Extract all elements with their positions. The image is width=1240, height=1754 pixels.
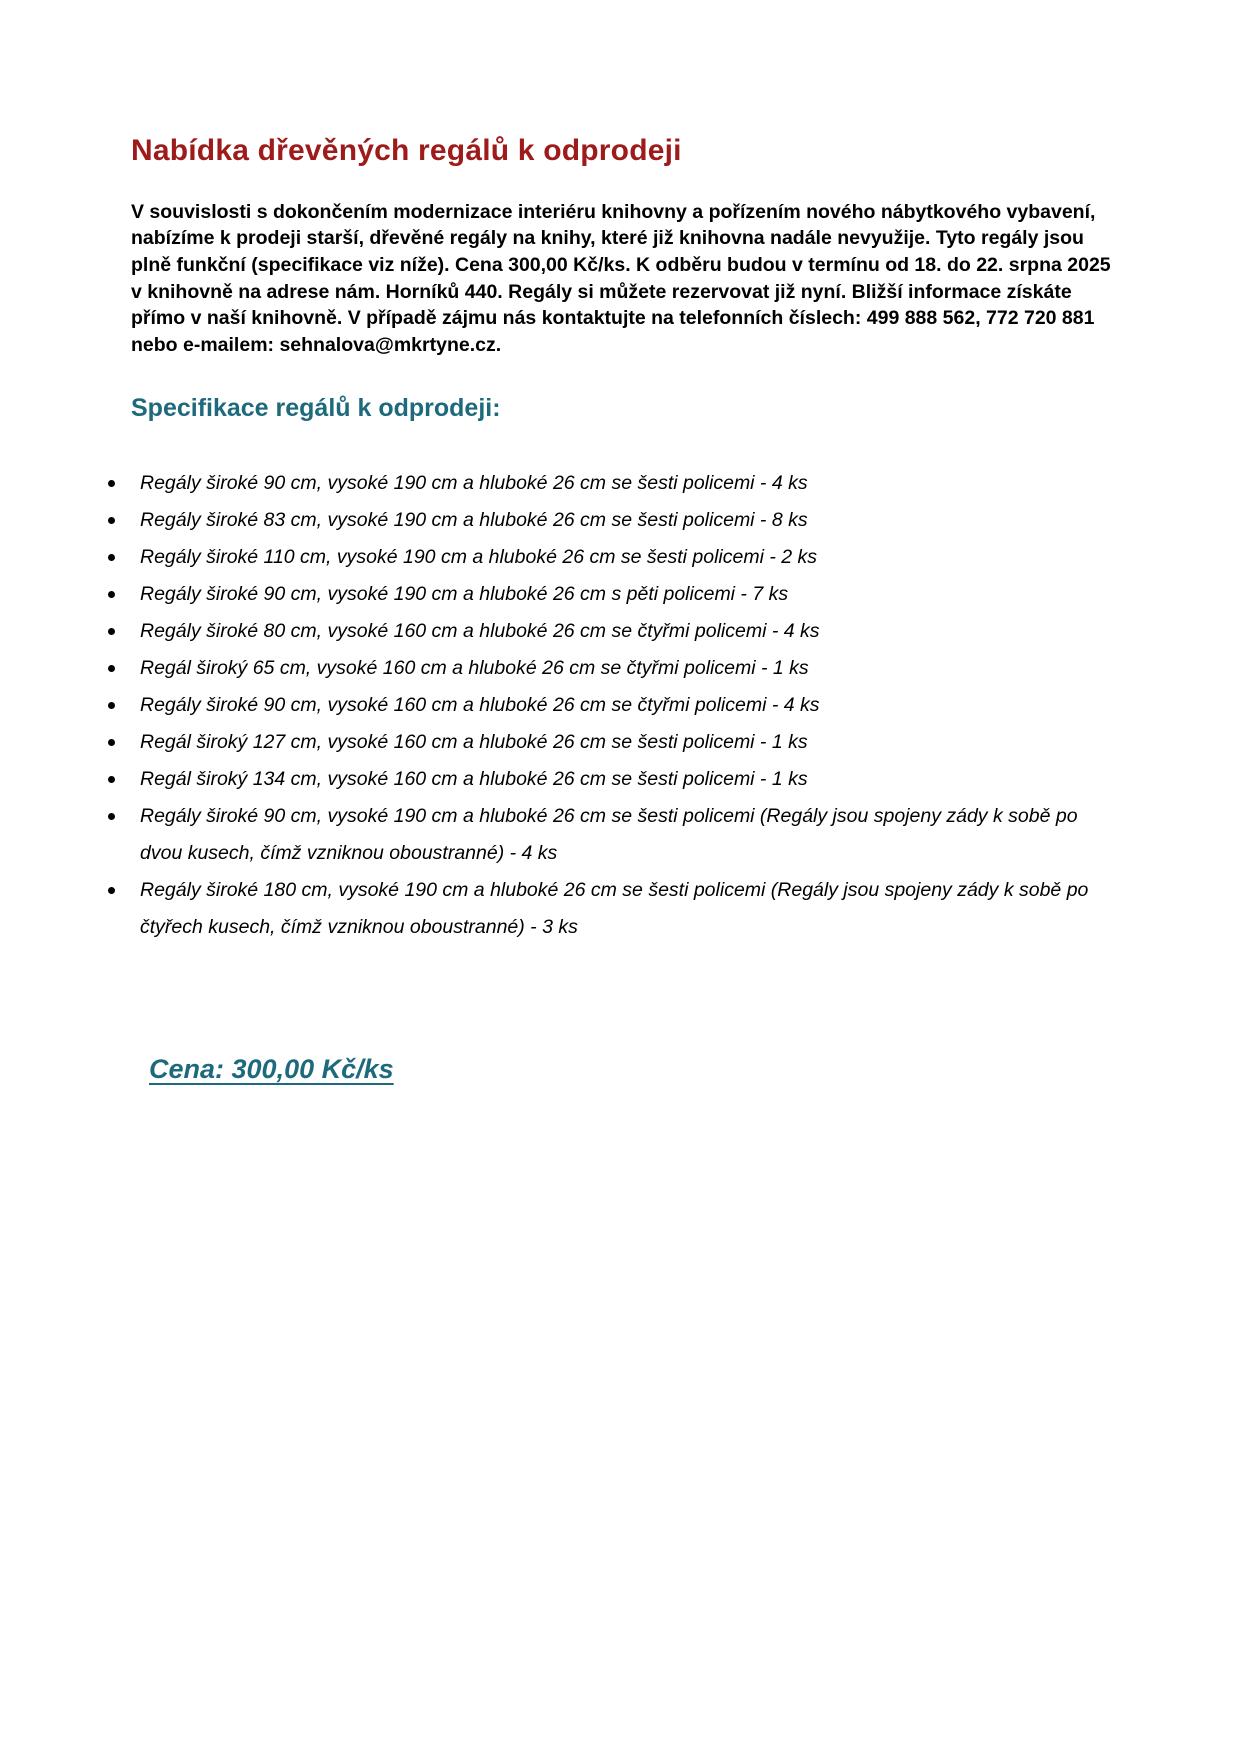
list-item-text: Regál široký 65 cm, vysoké 160 cm a hluboké 26 cm se čtyřmi policemi - 1 ks [140, 656, 809, 679]
list-item-text: Regály široké 80 cm, vysoké 160 cm a hluboké 26 cm se čtyřmi policemi - 4 ks [140, 619, 820, 642]
list-item-text: Regál široký 134 cm, vysoké 160 cm a hluboké 26 cm se šesti policemi - 1 ks [140, 768, 808, 791]
section-heading-specifications: Specifikace regálů k odprodeji: [131, 393, 501, 422]
list-item-text: Regály široké 83 cm, vysoké 190 cm a hluboké 26 cm se šesti policemi - 8 ks [140, 508, 808, 531]
list-item-text: Regály široké 90 cm, vysoké 160 cm a hluboké 26 cm se čtyřmi policemi - 4 ks [140, 694, 820, 716]
specification-list [96, 465, 1096, 947]
list-item-text: Regály široké 90 cm, vysoké 190 cm a hluboké 26 cm se šesti policemi (Regály jsou spojeny zády k sobě po dvou kusech, čímž vzniknou oboustranné) - 4 ks [140, 805, 1078, 865]
list-item [96, 650, 1096, 687]
price-line: Cena: 300,00 Kč/ks [149, 1054, 394, 1085]
list-item [96, 724, 1096, 761]
list-item-text: Regál široký 127 cm, vysoké 160 cm a hluboké 26 cm se šesti policemi - 1 ks [140, 731, 808, 754]
list-item [96, 502, 1096, 539]
list-item [96, 576, 1096, 613]
list-item-text: Regály široké 180 cm, vysoké 190 cm a hluboké 26 cm se šesti policemi (Regály jsou spojeny zády k sobě po čtyřech kusech, čímž vzniknou oboustranné) - 3 ks [140, 879, 1089, 939]
list-item-text: Regály široké 90 cm, vysoké 190 cm a hluboké 26 cm s pěti policemi - 7 ks [140, 582, 789, 605]
list-item [96, 798, 1096, 872]
list-item [96, 465, 1096, 502]
list-item-text: Regály široké 90 cm, vysoké 190 cm a hluboké 26 cm se šesti policemi - 4 ks [140, 471, 808, 494]
list-item [96, 872, 1096, 946]
list-item [96, 613, 1096, 650]
list-item [96, 539, 1096, 576]
list-item [96, 761, 1096, 798]
list-item-text: Regály široké 110 cm, vysoké 190 cm a hluboké 26 cm se šesti policemi - 2 ks [140, 545, 818, 568]
page-title: Nabídka dřevěných regálů k odprodeji [131, 134, 682, 167]
intro-paragraph: V souvislosti s dokončením modernizace interiéru knihovny a pořízením nového nábytkového vybavení, nabízíme k prodeji starší, dřevěné regály na knihy, které již knihovna nadále nevyužije. Tyto regály jsou plně funkční (specifikace viz níže). Cena 300,00 Kč/ks. K odběru budou v termínu od 18. do 22. srpna 2025 v knihovně na adrese nám. Horníků 440. Regály si můžete rezervovat již nyní. Bližší informace získáte přímo v naší knihovně. V případě zájmu nás kontaktujte na telefonních číslech: 499 888 562, 772 720 881 nebo e-mailem: sehnalova@mkrtyne.cz. [131, 200, 1111, 357]
list-item [96, 687, 1096, 724]
